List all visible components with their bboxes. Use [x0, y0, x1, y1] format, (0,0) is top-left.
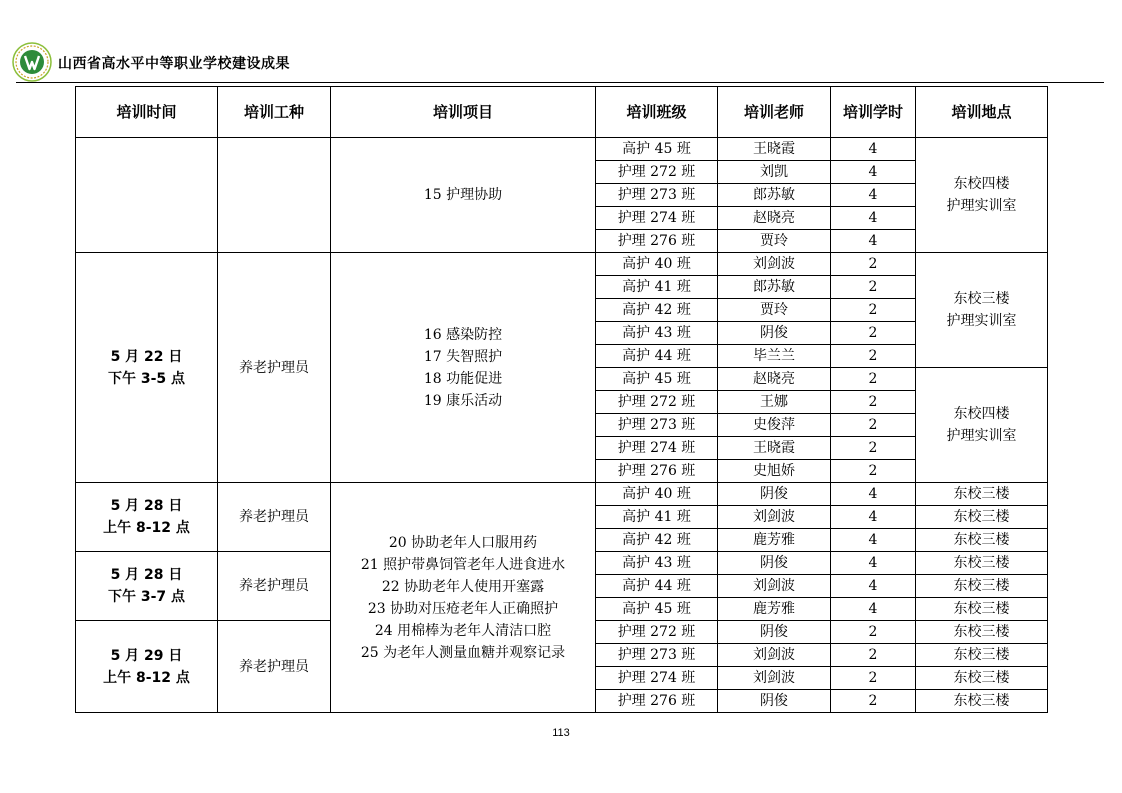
hours-cell: 2 [831, 391, 916, 414]
hours-cell: 4 [831, 552, 916, 575]
class-cell: 护理 274 班 [596, 667, 718, 690]
column-header: 培训老师 [718, 87, 831, 138]
cell-line: 护理实训室 [946, 313, 1017, 329]
cell-line: 25 为老年人测量血糖并观察记录 [360, 644, 566, 661]
teacher-cell: 郎苏敏 [718, 276, 831, 299]
table-row [76, 138, 1048, 161]
cell-line: 护理实训室 [946, 428, 1017, 444]
location-cell: 东校三楼 [916, 667, 1048, 690]
training-time-cell [76, 253, 218, 483]
class-cell: 护理 273 班 [596, 644, 718, 667]
location-cell: 东校三楼 [916, 552, 1048, 575]
training-trade-cell [218, 138, 331, 253]
class-cell: 护理 276 班 [596, 460, 718, 483]
hours-cell: 2 [831, 322, 916, 345]
training-time-cell [76, 138, 218, 253]
cell-line: 18 功能促进 [423, 370, 503, 387]
cell-line: 17 失智照护 [423, 348, 503, 365]
training-project-cell [331, 253, 596, 483]
teacher-cell: 阴俊 [718, 690, 831, 713]
class-cell: 高护 43 班 [596, 322, 718, 345]
class-cell: 高护 45 班 [596, 138, 718, 161]
location-cell: 东校三楼 [916, 644, 1048, 667]
cell-line: 16 感染防控 [423, 326, 503, 343]
column-header: 培训地点 [916, 87, 1048, 138]
teacher-cell: 刘剑波 [718, 667, 831, 690]
hours-cell: 2 [831, 644, 916, 667]
hours-cell: 4 [831, 598, 916, 621]
class-cell: 高护 44 班 [596, 575, 718, 598]
cell-line: 5 月 22 日 [110, 348, 183, 365]
teacher-cell: 阴俊 [718, 621, 831, 644]
table-row [76, 483, 1048, 506]
teacher-cell: 王晓霞 [718, 138, 831, 161]
teacher-cell: 刘凯 [718, 161, 831, 184]
teacher-cell: 郎苏敏 [718, 184, 831, 207]
location-cell: 东校三楼 [916, 483, 1048, 506]
location-cell: 东校三楼 [916, 621, 1048, 644]
class-cell: 高护 41 班 [596, 276, 718, 299]
teacher-cell: 赵晓亮 [718, 368, 831, 391]
training-trade-cell: 养老护理员 [218, 483, 331, 552]
class-cell: 高护 40 班 [596, 253, 718, 276]
teacher-cell: 史俊萍 [718, 414, 831, 437]
hours-cell: 2 [831, 253, 916, 276]
training-project-cell [331, 138, 596, 253]
hours-cell: 4 [831, 483, 916, 506]
training-schedule-table [75, 86, 1048, 713]
teacher-cell: 刘剑波 [718, 644, 831, 667]
class-cell: 护理 276 班 [596, 690, 718, 713]
class-cell: 护理 273 班 [596, 414, 718, 437]
cell-line: 5 月 29 日 [110, 647, 183, 664]
class-cell: 高护 42 班 [596, 529, 718, 552]
training-trade-cell: 养老护理员 [218, 253, 331, 483]
class-cell: 护理 276 班 [596, 230, 718, 253]
teacher-cell: 刘剑波 [718, 253, 831, 276]
class-cell: 高护 44 班 [596, 345, 718, 368]
class-cell: 护理 273 班 [596, 184, 718, 207]
column-header: 培训工种 [218, 87, 331, 138]
class-cell: 护理 272 班 [596, 621, 718, 644]
class-cell: 护理 272 班 [596, 391, 718, 414]
location-cell [916, 368, 1048, 483]
location-cell: 东校三楼 [916, 598, 1048, 621]
teacher-cell: 赵晓亮 [718, 207, 831, 230]
teacher-cell: 刘剑波 [718, 506, 831, 529]
cell-line: 东校四楼 [953, 176, 1010, 192]
hours-cell: 2 [831, 276, 916, 299]
hours-cell: 4 [831, 138, 916, 161]
teacher-cell: 王晓霞 [718, 437, 831, 460]
class-cell: 高护 45 班 [596, 598, 718, 621]
cell-line: 22 协助老年人使用开塞露 [381, 578, 545, 595]
cell-line: 下午 3-7 点 [107, 589, 186, 605]
column-header: 培训学时 [831, 87, 916, 138]
hours-cell: 4 [831, 184, 916, 207]
column-header: 培训班级 [596, 87, 718, 138]
cell-line: 21 照护带鼻饲管老年人进食进水 [360, 556, 566, 573]
teacher-cell: 史旭娇 [718, 460, 831, 483]
training-time-cell [76, 483, 218, 552]
cell-line: 东校三楼 [953, 291, 1010, 307]
class-cell: 高护 45 班 [596, 368, 718, 391]
hours-cell: 2 [831, 621, 916, 644]
location-cell [916, 138, 1048, 253]
header-divider [16, 82, 1104, 83]
column-header: 培训项目 [331, 87, 596, 138]
class-cell: 高护 42 班 [596, 299, 718, 322]
cell-line: 19 康乐活动 [423, 392, 503, 409]
location-cell: 东校三楼 [916, 575, 1048, 598]
teacher-cell: 王娜 [718, 391, 831, 414]
location-cell: 东校三楼 [916, 506, 1048, 529]
training-project-cell [331, 483, 596, 713]
hours-cell: 4 [831, 207, 916, 230]
hours-cell: 2 [831, 345, 916, 368]
teacher-cell: 贾玲 [718, 230, 831, 253]
cell-line: 下午 3-5 点 [107, 370, 186, 387]
cell-line: 15 护理协助 [423, 187, 503, 203]
class-cell: 护理 272 班 [596, 161, 718, 184]
hours-cell: 2 [831, 667, 916, 690]
hours-cell: 4 [831, 529, 916, 552]
teacher-cell: 阴俊 [718, 322, 831, 345]
hours-cell: 4 [831, 506, 916, 529]
cell-line: 5 月 28 日 [110, 498, 183, 514]
teacher-cell: 鹿芳雅 [718, 529, 831, 552]
hours-cell: 4 [831, 230, 916, 253]
teacher-cell: 鹿芳雅 [718, 598, 831, 621]
header-row [76, 87, 1048, 138]
hours-cell: 4 [831, 161, 916, 184]
cell-line: 24 用棉棒为老年人清洁口腔 [374, 622, 552, 639]
training-trade-cell: 养老护理员 [218, 552, 331, 621]
cell-line: 20 协助老年人口服用药 [388, 534, 538, 551]
teacher-cell: 阴俊 [718, 552, 831, 575]
cell-line: 护理实训室 [946, 198, 1017, 214]
teacher-cell: 刘剑波 [718, 575, 831, 598]
teacher-cell: 毕兰兰 [718, 345, 831, 368]
hours-cell: 2 [831, 414, 916, 437]
cell-line: 上午 8-12 点 [103, 520, 190, 536]
location-cell: 东校三楼 [916, 690, 1048, 713]
hours-cell: 2 [831, 368, 916, 391]
training-time-cell [76, 621, 218, 713]
class-cell: 高护 40 班 [596, 483, 718, 506]
table-row [76, 253, 1048, 276]
page-header [12, 42, 1104, 82]
cell-line: 5 月 28 日 [110, 567, 183, 583]
hours-cell: 2 [831, 690, 916, 713]
class-cell: 高护 41 班 [596, 506, 718, 529]
hours-cell: 2 [831, 299, 916, 322]
training-time-cell [76, 552, 218, 621]
training-trade-cell: 养老护理员 [218, 621, 331, 713]
location-cell [916, 253, 1048, 368]
cell-line: 东校四楼 [953, 406, 1010, 422]
cell-line: 23 协助对压疮老年人正确照护 [367, 600, 559, 617]
class-cell: 高护 43 班 [596, 552, 718, 575]
class-cell: 护理 274 班 [596, 437, 718, 460]
column-header: 培训时间 [76, 87, 218, 138]
hours-cell: 2 [831, 460, 916, 483]
class-cell: 护理 274 班 [596, 207, 718, 230]
hours-cell: 4 [831, 575, 916, 598]
hours-cell: 2 [831, 437, 916, 460]
location-cell: 东校三楼 [916, 529, 1048, 552]
school-logo-icon [12, 42, 52, 82]
header-title: 山西省高水平中等职业学校建设成果 [58, 56, 290, 72]
page-number: 113 [552, 727, 570, 739]
teacher-cell: 阴俊 [718, 483, 831, 506]
cell-line: 上午 8-12 点 [103, 669, 190, 686]
teacher-cell: 贾玲 [718, 299, 831, 322]
